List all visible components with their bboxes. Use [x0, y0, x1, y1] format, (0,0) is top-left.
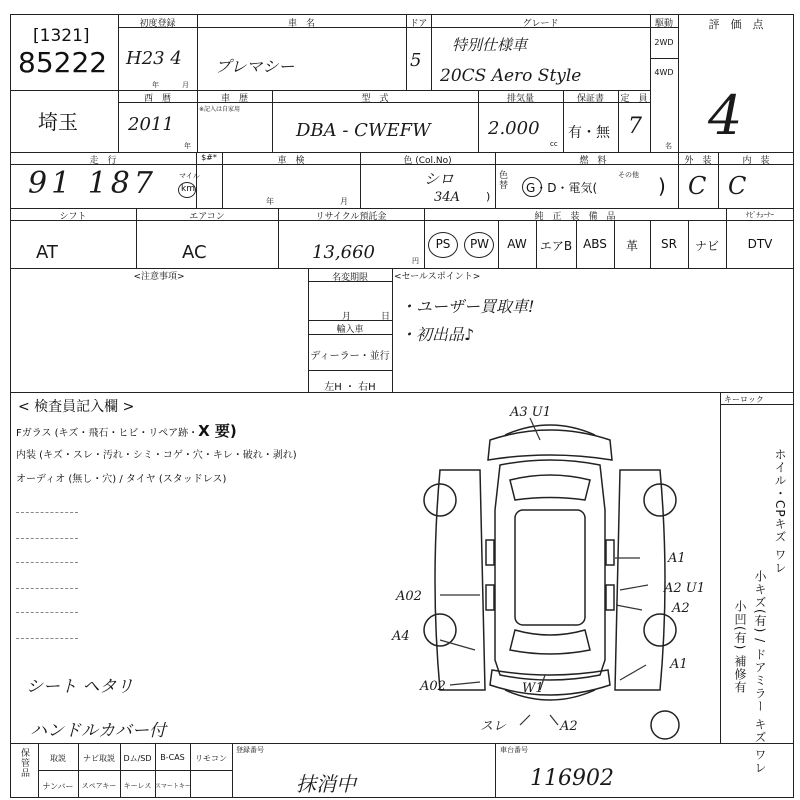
side-legend-3: 小凹(有) 補修有: [733, 600, 747, 695]
wheel-rl: [424, 614, 456, 646]
cabin: [515, 510, 585, 625]
mileage-unit-mile: マイル: [179, 172, 200, 180]
keylock-label: キーロック: [724, 395, 764, 404]
left-side: [435, 470, 485, 690]
storage-remote: リモコン: [195, 754, 227, 763]
drive-2wd: 2WD: [654, 38, 674, 47]
mark-bottom-1: W1: [522, 681, 544, 696]
storage-bcas: B-CAS: [160, 753, 185, 762]
equip-ps: PS: [435, 237, 451, 251]
lot-code: [1321]: [33, 26, 90, 46]
color-label: 色 (Col.No): [403, 156, 452, 166]
name-change-month: 月: [342, 312, 352, 322]
door-label: ドア: [409, 19, 428, 29]
registration-label: 登録番号: [236, 746, 264, 754]
exterior-value: C: [688, 172, 707, 200]
fuel-options: G・D・電気(: [526, 181, 598, 195]
warranty-label: 保証書: [576, 94, 604, 104]
wheel-fl: [424, 484, 456, 516]
car-name-label: 車 名: [287, 19, 315, 29]
first-reg-label: 初度登録: [139, 19, 176, 29]
notes-label: <注意事項>: [133, 272, 185, 282]
year-unit: 年: [184, 142, 191, 150]
sales-point-2: ・初出品♪: [400, 325, 475, 344]
displacement-unit: cc: [550, 140, 558, 148]
side-legend-2: 小キズ(有) / ドアミラー キズ ワレ: [753, 570, 767, 775]
shift-label: シフト: [59, 212, 87, 222]
year-label: 西 暦: [143, 94, 171, 104]
model-label: 型 式: [361, 94, 389, 104]
recycle-value: 13,660: [312, 242, 375, 263]
sales-point-label: <セールスポイント>: [394, 272, 481, 282]
first-reg-month-unit: 月: [182, 81, 189, 89]
grade-label: グレード: [522, 19, 559, 29]
door-r1: [606, 540, 614, 565]
equip-sr: SR: [661, 237, 677, 251]
storage-nav-manual: ナビ取説: [83, 754, 115, 763]
audio-tire: オーディオ (無し・穴) / タイヤ (スタッドレス): [16, 474, 227, 485]
storage-keyless: キーレス: [123, 782, 152, 790]
mark-left-2: A4: [392, 629, 410, 644]
interior-value: C: [728, 172, 747, 200]
color-change-label: 色替: [497, 170, 507, 190]
drive-4wd: 4WD: [654, 68, 674, 77]
sales-point-1: ・ユーザー買取車!: [400, 297, 535, 316]
model-value: DBA - CWEFW: [296, 120, 431, 141]
mark-right-1: A1: [668, 551, 686, 566]
note-seat: シート ヘタリ: [26, 677, 134, 697]
mileage-value: 91 187: [28, 166, 157, 201]
door-l2: [486, 585, 494, 610]
name-change-day: 日: [381, 312, 391, 322]
mark-top: A3 U1: [510, 405, 552, 420]
storage-dm-sd: Dム/SD: [123, 754, 152, 763]
score-value: 4: [708, 84, 743, 147]
shift-value: AT: [36, 242, 58, 263]
history-note: ※記入は自家用: [199, 106, 241, 113]
capacity-value: 7: [628, 114, 642, 139]
car-name-value: プレマシー: [215, 57, 295, 76]
score-label: 評 価 点: [708, 18, 764, 31]
wheel-rr: [644, 614, 676, 646]
equipment-label: 純 正 装 備 品: [534, 212, 616, 222]
displacement-label: 排気量: [506, 94, 534, 104]
door-l1: [486, 540, 494, 565]
storage-smartkey: スマートキー: [155, 783, 191, 790]
mark-left-1: A02: [396, 589, 422, 604]
mark-right-4: A1: [670, 657, 688, 672]
mark-bottom-2: スレ: [480, 719, 507, 734]
interior-condition: 内装 (キズ・スレ・汚れ・シミ・コゲ・穴・キレ・破れ・剥れ): [16, 450, 297, 461]
first-reg-value: H23 4: [126, 48, 182, 69]
equip-aw: AW: [507, 237, 527, 251]
equip-abs: ABS: [583, 237, 607, 251]
capacity-unit: 名: [665, 142, 672, 150]
spare-wheel-circle: [651, 711, 679, 739]
glass-line: [16, 420, 237, 441]
equip-pw: PW: [469, 237, 490, 251]
inspection-year-unit: 年: [266, 197, 274, 206]
history-label: 車 歴: [220, 94, 248, 104]
mileage-label: 走 行: [89, 156, 117, 166]
displacement-value: 2.000: [488, 118, 540, 139]
fuel-close: ): [658, 174, 666, 198]
windshield-front: [510, 630, 590, 654]
equip-airbag: エアB: [539, 239, 573, 253]
first-reg-year-unit: 年: [152, 81, 159, 89]
equip-leather: 革: [625, 239, 638, 253]
inspector-title: < 検査員記入欄 >: [18, 399, 135, 415]
fuel-label: 燃 料: [579, 156, 607, 166]
inspection-label: 車 検: [277, 156, 305, 166]
glass-flag: X 要): [198, 422, 237, 440]
name-change-label: 名変期限: [331, 273, 368, 283]
exterior-label: 外 装: [684, 156, 712, 166]
equip-nav: ナビ: [694, 239, 719, 253]
right-side: [615, 470, 665, 690]
grade-line2: 20CS Aero Style: [440, 66, 582, 86]
car-diagram: [380, 400, 720, 740]
ac-value: AC: [182, 242, 207, 263]
import-label: 輸入車: [336, 325, 364, 335]
drive-label: 駆動: [654, 19, 673, 29]
wheel-fr: [644, 484, 676, 516]
mileage-unit-km: km: [181, 184, 195, 194]
dollar-label: $#*: [201, 153, 217, 162]
region-value: 埼玉: [38, 110, 78, 134]
lot-number: 85222: [18, 46, 108, 79]
mark-right-2: A2 U1: [664, 581, 706, 596]
interior-label: 内 装: [742, 156, 770, 166]
chassis-value: 116902: [530, 766, 614, 791]
storage-manual: 取説: [50, 754, 66, 763]
import-value: ディーラー・並行: [310, 351, 390, 362]
inspection-month-unit: 月: [340, 197, 348, 206]
registration-value: 抹消中: [296, 772, 356, 796]
side-legend-1: ホイル・CPキズ ワレ: [773, 448, 787, 575]
color-code: 34A: [434, 190, 460, 205]
storage-label: 保管品: [19, 748, 29, 778]
nav-tuner-label: ﾅﾋﾞﾁｭｰﾅｰ: [746, 211, 774, 219]
color-value: シロ: [424, 170, 455, 188]
windshield-rear: [510, 475, 590, 500]
recycle-unit: 円: [412, 257, 419, 265]
grade-line1: 特別仕様車: [452, 36, 528, 54]
mark-left-3: A02: [420, 679, 446, 694]
glass-text: Fガラス (キズ・飛石・ヒビ・リペア跡・: [16, 428, 199, 439]
recycle-label: リサイクル預託金: [315, 212, 387, 222]
door-r2: [606, 585, 614, 610]
capacity-label: 定 員: [620, 94, 648, 104]
mark-bottom-3: A2: [560, 719, 578, 734]
color-code-paren: ): [486, 190, 491, 203]
fuel-other: その他: [618, 171, 639, 179]
year-value: 2011: [128, 114, 174, 135]
steering-value: 左H ・ 右H: [324, 382, 376, 393]
storage-plate: ナンバー: [42, 782, 74, 791]
equip-dtv: DTV: [747, 237, 773, 251]
warranty-value: 有・無: [568, 125, 610, 141]
mark-right-3: A2: [672, 601, 690, 616]
ac-label: エアコン: [189, 212, 225, 222]
storage-spare-key: スペアキー: [81, 782, 117, 790]
note-steering-cover: ハンドルカバー付: [30, 721, 166, 741]
door-value: 5: [410, 50, 422, 71]
chassis-label: 車台番号: [500, 746, 528, 754]
